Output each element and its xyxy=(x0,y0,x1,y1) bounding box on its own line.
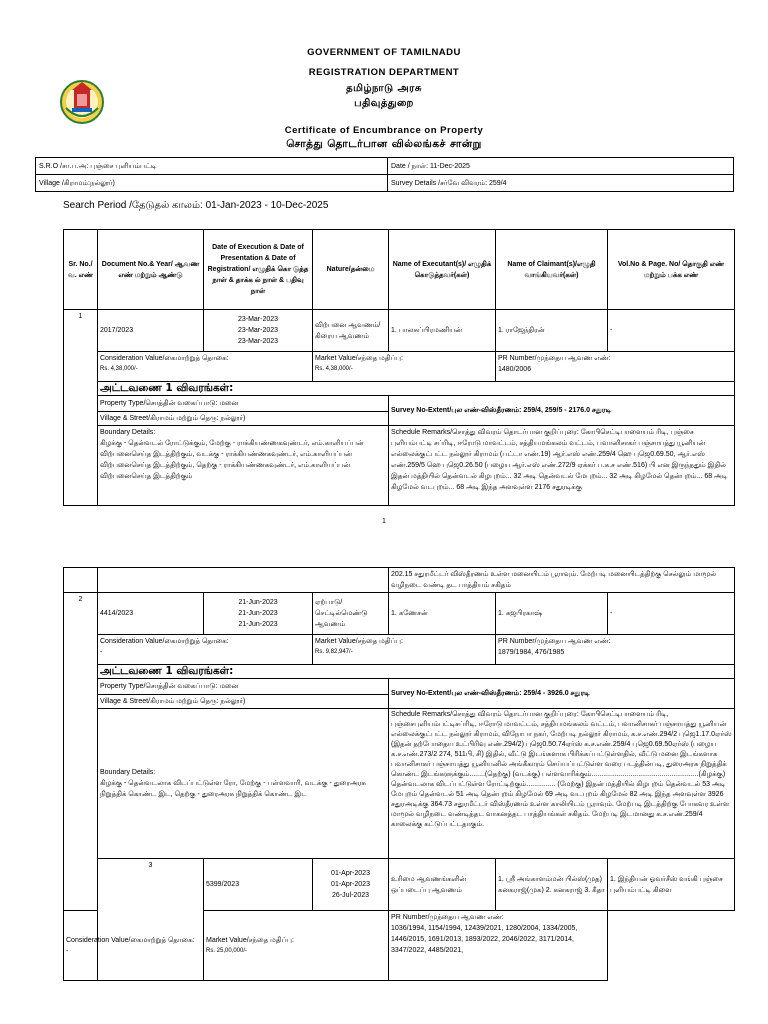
market-value: Market Value/சந்தை மதிப்பு: Rs. 4,38,000/- xyxy=(313,352,496,382)
date-cell: Date / நாள்: 11-Dec-2025 xyxy=(388,158,734,175)
survey-cell: Survey Details /சர்வே விவரம்: 259/4 xyxy=(388,175,734,192)
entry-claimant: 1. ராஜேந்திரன் xyxy=(496,310,608,352)
entry-document: 5399/2023 xyxy=(204,859,313,911)
pr-number: PR Number/முந்தைய ஆவண எண்: 1480/2006 xyxy=(496,352,735,382)
schedule-heading: அட்டவணை 1 விவரங்கள்: xyxy=(98,382,735,396)
entry-dates: 21-Jun-2023 21-Jun-2023 21-Jun-2023 xyxy=(204,593,313,635)
boundary-details: Boundary Details: கிழக்கு - தென்வடல் ரோட்டுக்கும், மேற்கு - ராக்கியண்ணகவுண்டர், எம்.காளியப்பன் விற்பனைசெய்த இடத்திற்கும், வடக்கு - ராக்கியண்ணகவுண்டர், எம்.காளியப்பன் விற்பனைசெய்த இடத்திற்கும், தெற்கு - ராக்கியண்ணகவுண்டர், எம்.காளியப்பன் விற்பனைசெய்த இடத்திற்கும் xyxy=(98,426,389,506)
header-info-table xyxy=(35,157,734,192)
boundary-details: Boundary Details: கிழக்கு - தென்வடலாக விடப்பட்டுள்ள ரோ, மேற்கு - பள்ளவாரி, வடக்கு - துரைஅரசு நிறுத்திக் கொண்ட இட, தெற்கு - துரைஅரசு நிறுத்திக் கொண்ட இட xyxy=(98,709,389,859)
entry-document: 2017/2023 xyxy=(98,310,204,352)
consideration-value: Consideration Value/கைமாற்றுத் தொகை: - xyxy=(98,635,313,665)
column-header-executant: Name of Executant(s)/ எழுதிக் கொடுத்தவர்(கள்) xyxy=(389,230,496,310)
village-street: Village & Street/கிராமம் மற்றும் தெரு: நல்லூர்) xyxy=(98,695,389,709)
entry-volume: - xyxy=(608,593,735,635)
encumbrance-table-page-1 xyxy=(63,229,735,506)
continuation-blank xyxy=(64,568,98,593)
property-type: Property Type/சொத்தின் வகைப்பாடு: மனை xyxy=(98,396,389,412)
entry-nature: உரிமை ஆவணங்களின் ஒப்படைப்பு ஆவணம் xyxy=(389,859,496,911)
certificate-title: Certificate of Encumbrance on Property xyxy=(284,125,484,136)
entry-sr: 1 xyxy=(64,310,98,506)
government-heading-tamil: தமிழ்நாடு அரசு xyxy=(346,83,422,94)
column-header-claimant: Name of Claimant(s)/எழுதி வாங்கியவர்(கள்) xyxy=(496,230,608,310)
entry-dates: 01-Apr-2023 01-Apr-2023 26-Jul-2023 xyxy=(313,859,389,911)
page-number: 1 xyxy=(382,518,386,525)
consideration-value: Consideration Value/கைமாற்றுத் தொகை: Rs. 4,38,000/- xyxy=(98,352,313,382)
column-header-volume: Vol.No & Page. No/ தொகுதி எண் மற்றும் பக்க எண் xyxy=(608,230,735,310)
entry-executant: 1. பாலசுப்பிரமணியன் xyxy=(389,310,496,352)
sro-cell: S.R.O /சா.ப.அ: புஞ்சை புளியம்பட்டி xyxy=(36,158,388,175)
continuation-remarks: 202.15 சதுரமீட்டர் விஸ்தீரணம் உள்ள மனையிடம் பூராவும். மேற்படி மனையிடத்திற்கு செல்லும் மாமூல் வழிநடை வண்டி தட பாத்தியம் சகிதம் xyxy=(389,568,735,593)
pr-number: PR Number/முந்தைய ஆவண எண்: 1036/1994, 1154/1994, 12439/2021, 1280/2004, 1334/2005, 1446/2015, 1691/2013, 1893/2022, 2046/2022, 3171/2014, 3347/2022, 4485/2021, xyxy=(389,911,608,981)
encumbrance-table-page-2 xyxy=(63,567,735,981)
entry-claimant: 1. இந்தியன் ஓவர்சீஸ் வங்கி புஞ்சை புளியம்பட்டி கிளை xyxy=(608,859,735,911)
village-cell: Village /கிராமம்:நல்லூர்) xyxy=(36,175,388,192)
column-header-dates: Date of Execution & Date of Presentation & Date of Registration/ எழுதிக் கொ டுத்த நாள் & தாக்க ல் நாள் & பதிவு நாள் xyxy=(204,230,313,310)
consideration-value: Consideration Value/கைமாற்றுத் தொகை: - xyxy=(64,911,204,981)
survey-extent: Survey No-Extent/புல எண்-விஸ்தீரணம்: 259/4 - 3926.0 சதுரடி xyxy=(389,679,735,709)
village-street: Village & Street/கிராமம் மற்றும் தெரு: நல்லூர்) xyxy=(98,412,389,426)
market-value: Market Value/சந்தை மதிப்பு: Rs. 9,82,947/- xyxy=(313,635,496,665)
entry-volume: - xyxy=(608,310,735,352)
entry-nature: ஏற்பாடு/ செட்டில்மெண்டு ஆவணம் xyxy=(313,593,389,635)
department-heading-tamil: பதிவுத்துறை xyxy=(354,98,414,109)
entry-sr: 3 xyxy=(98,859,204,981)
schedule-remarks: Schedule Remarks/சொத்து விவரம் தொடர்பான குறிப்புரை: கோபிசெட்டிபாளையம் ரிடி, புஞ்சைபுளியம்பட்டிசப்ரிடி, ஈரோடு மாவட்டம், சத்தியமங்கலம் வட்டம், பவானிசாகர் பஞ்சாயத்து யூனியன் எல்லைக்குட்பட்ட நல்லூர் கிராமம், விநோபா நகர், மேற்படி நல்லூர் கிராமம், க.ச.எண்.294/2 புஜெ1.17.0ஏர்ஸ் (இதன் தற்போதைய உட்பிரிவு எண்.294/2) புஜெ0.50.74ஏர்ஸ் க.ச.எண்.259/4 புஜெ0.69.50ஏர்ஸ் (பழைய க.ச.எண்.273/2 274, 511பி, சி) இதில், வீட்டு இடங்களாக பிரிக்கப்பட்டுள்ளதில், வீட்டு மனை இடங்களாக பவானிசாகர் பஞ்சாயத்து யூனியனில் அங்கீகாரம் செய்யப்பட்டுள்ள வரை படத்தின்படி, துரைஅரசு நிறுத்திக் கொண்ட இடங்களுக்கும்........(தெற்கு) (வடக்கு) பள்ளவாரிக்கும்.......................................................(கிழக்கு) தென்வடலாக விடப்பட்டுள்ள ரோட்டிற்கும்............... (மேற்கு) இதன் மத்தியில் கிழபுறம் தென்வடல் 53 அடி மேபுறம் தென்வடல் 51 அடி தென்புறம் கிழமேல் 69 அடி வடபுறம் கிழமேல் 82 அடி இந்த அளவுள்ள 3926 சதுரஅடிக்கு 364.73 சதுரமீட்டர் விஸ்தீரணம் உள்ள காலியிடம் பூராவும். மேற்படி இடத்திற்கு போகவர உள்ள மாமூல் வழிநடை வண்டித்தட வாகனத்தட பாத்தியங்கள் சகிதம். மேற்படி இடமானது க.ச.எண்.259/4 காலைக்கு கட்டுப்பட்டதாகும். xyxy=(389,709,735,859)
department-heading: REGISTRATION DEPARTMENT xyxy=(308,67,460,78)
government-heading: GOVERNMENT OF TAMILNADU xyxy=(307,47,461,58)
schedule-remarks: Schedule Remarks/சொத்து விவரம் தொடர்பான குறிப்புரை: கோபிசெட்டிபாளையம் ரிடி, புஞ்சை புளியம்பட்டி சப்ரிடி, ஈரோடு மாவட்டம், சத்தியமங்கலம் வட்டம், பவானிசாகர் பஞ்சாயத்து யூனியன் எல்லைக்குட்பட்ட நல்லூர் கிராமம் (பட்டா எண்.19) ஆர்.எஸ் எண்.259/4 ஹெ புஜெ0.69.50, ஆர்.எஸ் எண்.259/5 ஹெ புஜெ0.26.50 (பழைய ஆர்.எஸ் எண்.272/9 ஏக்கர் ப.க.ச எண்.516) பி என இருந்ததும் இதில் இதன் மத்தியில் தென்வடல் கிழபுறம்... 32 அடி தென்வடல் மேபுறம்... 32 அடி கிழமேல் தென்புறம்... 68 அடி கிழமேல் வடபுறம்... 68 அடி இந்த அளவுள்ள 2176 சதுரடிக்கு xyxy=(389,426,735,506)
entry-claimant: 1. கஜபிரகாஷ் xyxy=(496,593,608,635)
column-header-sr: Sr. No./ வ. எண் xyxy=(64,230,98,310)
property-type: Property Type/சொத்தின் வகைப்பாடு: மனை xyxy=(98,679,389,695)
column-header-nature: Nature/தன்மை xyxy=(313,230,389,310)
survey-extent: Survey No-Extent/புல எண்-விஸ்தீரணம்: 259/4, 259/5 - 2176.0 சதுரடி xyxy=(389,396,735,426)
schedule-heading: அட்டவணை 1 விவரங்கள்: xyxy=(98,665,735,679)
certificate-title-tamil: சொத்து தொடர்பான வில்லங்கச் சான்று xyxy=(286,138,482,150)
market-value: Market Value/சந்தை மதிப்பு: Rs. 25,00,000/- xyxy=(204,911,389,981)
entry-document: 4414/2023 xyxy=(98,593,204,635)
entry-dates: 23-Mar-2023 23-Mar-2023 23-Mar-2023 xyxy=(204,310,313,352)
column-header-document: Document No.& Year/ ஆவண எண் மற்றும் ஆண்டு xyxy=(98,230,204,310)
continuation-blank-wide xyxy=(98,568,389,593)
search-period: Search Period /தேடுதல் காலம்: 01-Jan-2023 - 10-Dec-2025 xyxy=(63,200,329,211)
pr-number: PR Number/முந்தைய ஆவண எண்: 1879/1984, 476/1985 xyxy=(496,635,735,665)
entry-sr: 2 xyxy=(64,593,98,911)
entry-executant: 1. ஸ்ரீ அங்காளம்மன் பில்ஸ்(முத) கனகராஜ்(முக) 2. கனகராஜ் 3. கீதா xyxy=(496,859,608,911)
entry-executant: 1. கணேசன் xyxy=(389,593,496,635)
entry-nature: விற்பனை ஆவணம்/ கிரைய ஆவணம் xyxy=(313,310,389,352)
